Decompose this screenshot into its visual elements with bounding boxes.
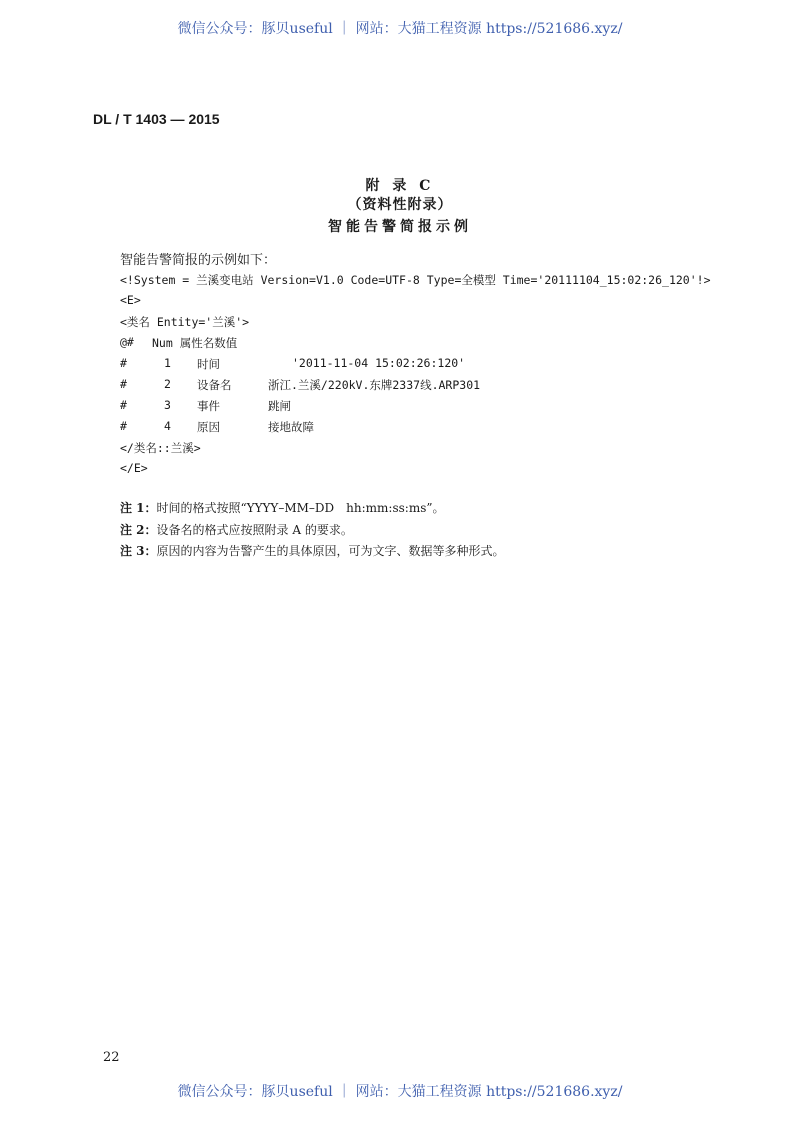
standard-number-header: DL / T 1403 — 2015 [93, 111, 220, 127]
row-value: 浙江.兰溪/220kV.东牌2337线.ARP301 [268, 378, 481, 392]
row-mark: # [120, 398, 127, 412]
note-label: 注 2： [120, 523, 157, 537]
note-1 [120, 499, 445, 516]
row-mark: # [120, 356, 127, 370]
code-line-e-close: </E> [120, 461, 148, 475]
note-label: 注 1： [120, 501, 157, 515]
row-value: 接地故障 [268, 420, 314, 434]
row-value: 跳闸 [268, 399, 291, 413]
bottom-watermark: 微信公众号：豚贝useful ｜ 网站：大猫工程资源 https://521686.xyz/ [177, 1084, 623, 1100]
code-header-cols: Num 属性名数值 [152, 336, 238, 350]
row-name: 时间 [197, 357, 220, 371]
row-mark: # [120, 377, 127, 391]
row-name: 事件 [197, 399, 220, 413]
code-line-class-close: </类名::兰溪> [120, 441, 201, 455]
intro-text: 智能告警简报的示例如下： [120, 253, 277, 268]
note-text: 时间的格式按照“YYYY–MM–DD hh:mm:ss:ms”。 [156, 501, 445, 515]
note-text: 原因的内容为告警产生的具体原因，可为文字、数据等多种形式。 [156, 544, 505, 558]
note-label: 注 3： [120, 544, 157, 558]
note-2 [120, 521, 353, 538]
row-num: 3 [164, 398, 171, 412]
code-line-system: <!System = 兰溪变电站 Version=V1.0 Code=UTF-8 Type=全模型 Time='20111104_15:02:26_120'!> [120, 273, 711, 287]
appendix-title: 附 录 C [365, 178, 435, 194]
code-line-e-open: <E> [120, 293, 141, 307]
row-mark: # [120, 419, 127, 433]
top-watermark: 微信公众号：豚贝useful ｜ 网站：大猫工程资源 https://521686.xyz/ [177, 21, 623, 37]
row-num: 2 [164, 377, 171, 391]
row-name: 设备名 [197, 378, 232, 392]
page-number: 22 [103, 1050, 120, 1065]
note-text: 设备名的格式应按照附录 A 的要求。 [156, 523, 353, 537]
row-value: '2011-11-04 15:02:26:120' [292, 356, 466, 370]
code-header-mark: @# [120, 335, 134, 349]
row-num: 4 [164, 419, 171, 433]
appendix-name: 智能告警简报示例 [328, 219, 472, 235]
appendix-type: （资料性附录） [347, 197, 453, 213]
code-line-entity: <类名 Entity='兰溪'> [120, 315, 250, 329]
row-num: 1 [164, 356, 171, 370]
note-3 [120, 542, 505, 559]
row-name: 原因 [197, 420, 220, 434]
